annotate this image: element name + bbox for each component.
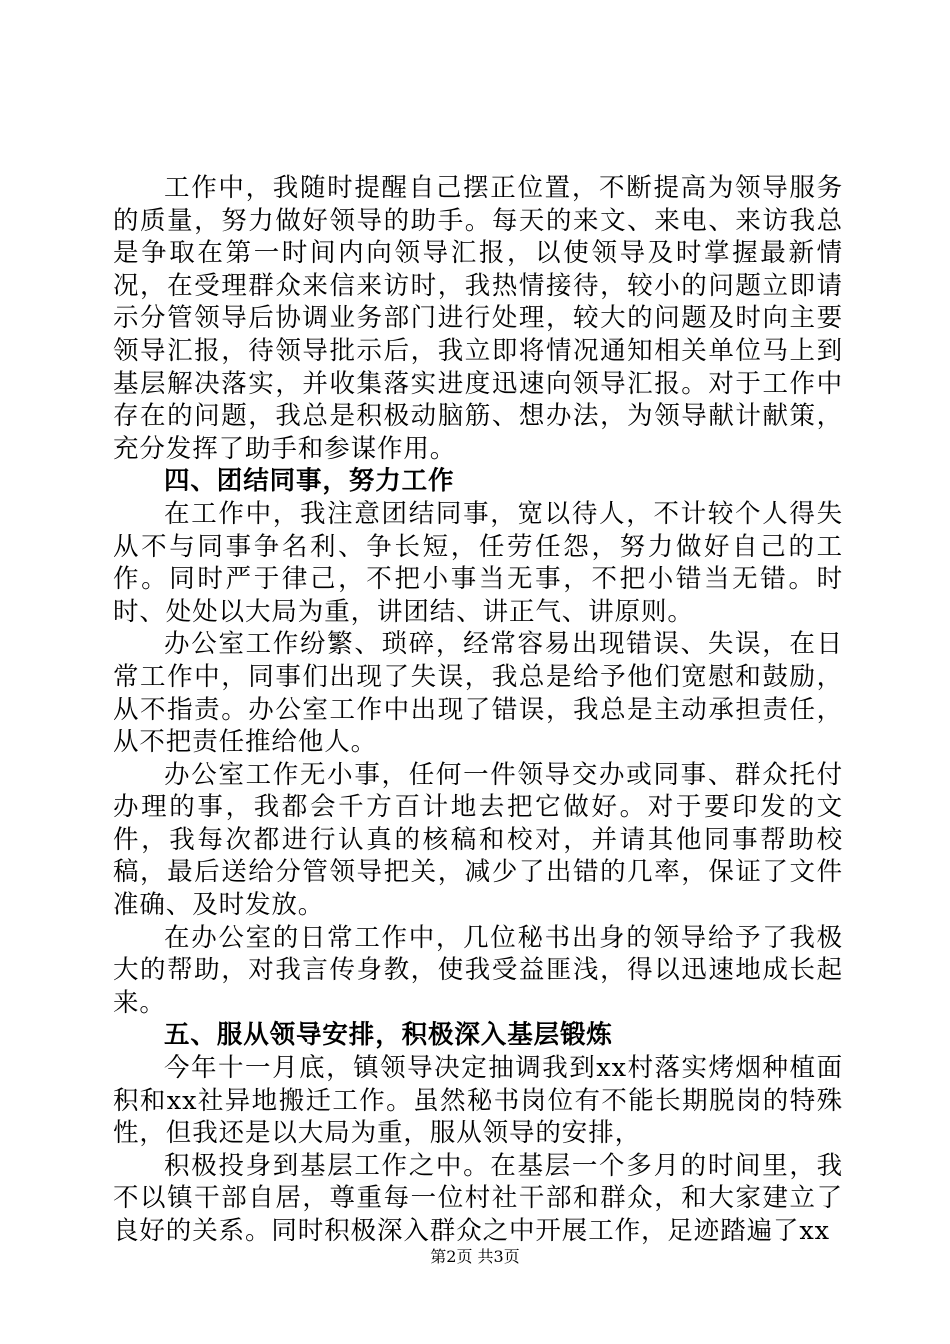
paragraph-no-small-matters: 办公室工作无小事，任何一件领导交办或同事、群众托付办理的事，我都会千方百计地去把它做好。对于要印发的文件，我每次都进行认真的核稿和校对，并请其他同事帮助校稿，最后送给分管领导把关，减少了出错的几率，保证了文件准确、及时发放。: [113, 759, 843, 921]
paragraph-grassroots-work: 积极投身到基层工作之中。在基层一个多月的时间里，我不以镇干部自居，尊重每一位村社干部和群众，和大家建立了良好的关系。同时积极深入群众之中开展工作，足迹踏遍了xx: [113, 1150, 843, 1246]
paragraph-assignment: 今年十一月底，镇领导决定抽调我到xx村落实烤烟种植面积和xx社异地搬迁工作。虽然秘书岗位有不能长期脱岗的特殊性，但我还是以大局为重，服从领导的安排，: [113, 1053, 843, 1149]
paragraph-unity-colleagues: 在工作中，我注意团结同事，宽以待人，不计较个人得失从不与同事争名利、争长短，任劳任怨，努力做好自己的工作。同时严于律己，不把小事当无事，不把小错当无错。时时、处处以大局为重，讲团结、讲正气、讲原则。: [113, 498, 843, 627]
paragraph-office-errors: 办公室工作纷繁、琐碎，经常容易出现错误、失误，在日常工作中，同事们出现了失误，我总是给予他们宽慰和鼓励，从不指责。办公室工作中出现了错误，我总是主动承担责任，从不把责任推给他人。: [113, 629, 843, 758]
paragraph-leader-help: 在办公室的日常工作中，几位秘书出身的领导给予了我极大的帮助，对我言传身教，使我受益匪浅，得以迅速地成长起来。: [113, 922, 843, 1018]
section-heading-unity: 四、团结同事，努力工作: [164, 466, 455, 497]
paragraph-assistant-role: 工作中，我随时提醒自己摆正位置，不断提高为领导服务的质量，努力做好领导的助手。每天的来文、来电、来访我总是争取在第一时间内向领导汇报，以使领导及时掌握最新情况，在受理群众来信来访时，我热情接待，较小的问题立即请示分管领导后协调业务部门进行处理，较大的问题及时向主要领导汇报，待领导批示后，我立即将情况通知相关单位马上到基层解决落实，并收集落实进度迅速向领导汇报。对于工作中存在的问题，我总是积极动脑筋、想办法，为领导献计献策，充分发挥了助手和参谋作用。: [113, 173, 843, 464]
page-number-footer: 第2页 共3页: [430, 1247, 520, 1266]
section-heading-grassroots: 五、服从领导安排，积极深入基层锻炼: [164, 1020, 613, 1051]
document-body: [113, 172, 843, 1248]
